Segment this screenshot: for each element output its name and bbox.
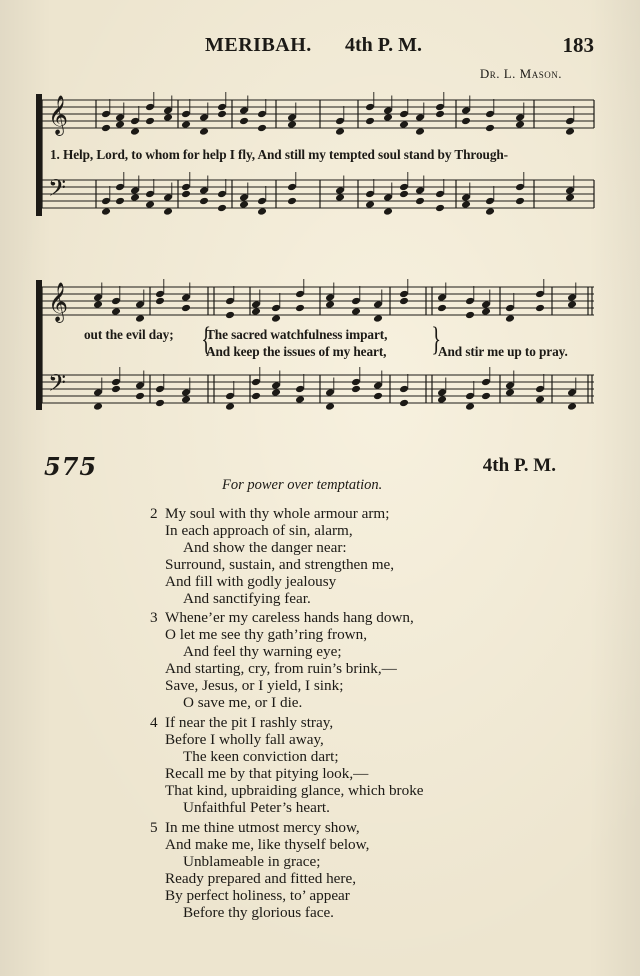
note-head xyxy=(135,314,145,323)
verse-line: By perfect holiness, to’ appear xyxy=(165,886,350,904)
verse-line: In each approach of sin, alarm, xyxy=(165,521,353,539)
verse-line: Recall me by that pitying look,— xyxy=(165,764,369,782)
note-head xyxy=(383,113,393,122)
note-head xyxy=(225,311,235,320)
note-head xyxy=(225,402,235,411)
note-head xyxy=(199,127,209,136)
note-head xyxy=(295,395,305,404)
note-head xyxy=(199,197,209,206)
verse-line: Ready prepared and fitted here, xyxy=(165,869,357,887)
note-head xyxy=(181,120,191,129)
note-head xyxy=(435,110,445,119)
note-head xyxy=(535,304,545,313)
note-head xyxy=(181,395,191,404)
note-head xyxy=(271,388,281,397)
verse-line: That kind, upbraiding glance, which broke xyxy=(165,781,424,799)
treble-clef-icon: 𝄞 xyxy=(48,282,69,322)
lyrics-line-2b2: And keep the issues of my heart, xyxy=(206,344,387,359)
note-head xyxy=(437,304,447,313)
verse-line: O let me see thy gath’ring frown, xyxy=(165,625,368,643)
note-head xyxy=(251,392,261,401)
verse-5 xyxy=(150,820,369,921)
note-head xyxy=(287,120,297,129)
note-head xyxy=(295,304,305,313)
note-head xyxy=(465,311,475,320)
note-head xyxy=(383,207,393,216)
note-head xyxy=(101,124,111,133)
note-head xyxy=(461,117,471,126)
note-head xyxy=(365,200,375,209)
note-head xyxy=(481,307,491,316)
note-head xyxy=(181,190,191,199)
note-head xyxy=(437,395,447,404)
note-head xyxy=(515,197,525,206)
lyrics-line-2c: And stir me up to pray. xyxy=(438,344,568,359)
verse-4 xyxy=(150,715,424,816)
note-head xyxy=(535,395,545,404)
bass-clef-icon: 𝄢 xyxy=(48,369,67,402)
note-head xyxy=(145,117,155,126)
note-head xyxy=(565,193,575,202)
note-head xyxy=(135,392,145,401)
note-head xyxy=(271,314,281,323)
note-head xyxy=(567,402,577,411)
lyrics-line-1: 1. Help, Lord, to whom for help I fly, And still my tempted soul stand by Through- xyxy=(50,147,509,162)
page-number: 183 xyxy=(562,33,594,57)
note-head xyxy=(130,127,140,136)
composer-credit: Dr. L. Mason. xyxy=(479,66,562,81)
note-head xyxy=(93,402,103,411)
music-score xyxy=(0,0,640,440)
system-bracket xyxy=(36,94,42,216)
hymn-number: 575 xyxy=(44,452,98,481)
note-head xyxy=(163,113,173,122)
note-head xyxy=(239,117,249,126)
verse-line: And starting, cry, from ruin’s brink,— xyxy=(165,659,397,677)
verse-line: Before thy glorious face. xyxy=(183,903,334,921)
treble-clef-icon: 𝄞 xyxy=(48,95,69,135)
lyrics-brace-close: } xyxy=(431,321,442,358)
note-head xyxy=(515,120,525,129)
note-head xyxy=(565,127,575,136)
verse-number: 5 xyxy=(150,819,158,836)
note-head xyxy=(435,204,445,213)
verse-line: And fill with godly jealousy xyxy=(165,572,337,590)
verse-2 xyxy=(150,506,394,607)
note-head xyxy=(115,120,125,129)
verse-line: And show the danger near: xyxy=(183,538,347,556)
note-head xyxy=(465,402,475,411)
note-head xyxy=(335,193,345,202)
note-head xyxy=(351,307,361,316)
verse-line: Unfaithful Peter’s heart. xyxy=(183,798,330,816)
verse-line: Save, Jesus, or I yield, I sink; xyxy=(165,676,344,694)
verse-line: And make me, like thyself below, xyxy=(165,835,370,853)
note-head xyxy=(163,207,173,216)
note-head xyxy=(485,207,495,216)
hymn-meter: 4th P. M. xyxy=(482,455,556,476)
verse-3 xyxy=(150,610,414,711)
tune-meter: 4th P. M. xyxy=(345,34,423,56)
verse-line: Unblameable in grace; xyxy=(183,852,321,870)
verse-number: 2 xyxy=(150,505,158,522)
note-head xyxy=(399,297,409,306)
note-head xyxy=(111,307,121,316)
verse-line: And sanctifying fear. xyxy=(183,589,311,607)
note-head xyxy=(373,314,383,323)
note-head xyxy=(155,399,165,408)
tune-name: MERIBAH. xyxy=(205,34,312,56)
note-head xyxy=(505,314,515,323)
note-head xyxy=(101,207,111,216)
note-head xyxy=(415,127,425,136)
note-head xyxy=(115,197,125,206)
bass-clef-icon: 𝄢 xyxy=(48,174,67,207)
lyrics-line-2a: out the evil day; xyxy=(84,327,174,342)
note-head xyxy=(217,204,227,213)
verse-line: O save me, or I die. xyxy=(183,693,303,711)
verse-number: 3 xyxy=(150,609,158,626)
lyrics-line-2b1: The sacred watchfulness impart, xyxy=(206,327,388,342)
note-head xyxy=(567,300,577,309)
note-head xyxy=(155,297,165,306)
note-head xyxy=(481,392,491,401)
note-head xyxy=(251,307,261,316)
hymn-subtitle: For power over temptation. xyxy=(222,477,383,493)
verse-number: 4 xyxy=(150,714,158,731)
note-head xyxy=(93,300,103,309)
note-head xyxy=(365,117,375,126)
note-head xyxy=(145,200,155,209)
note-head xyxy=(287,197,297,206)
system-bracket xyxy=(36,280,42,410)
note-head xyxy=(373,392,383,401)
note-head xyxy=(399,190,409,199)
verse-line: In me thine utmost mercy show, xyxy=(165,819,360,836)
note-head xyxy=(335,127,345,136)
note-head xyxy=(325,402,335,411)
note-head xyxy=(399,120,409,129)
note-head xyxy=(130,193,140,202)
note-head xyxy=(325,300,335,309)
verse-line: And feel thy warning eye; xyxy=(183,642,342,660)
verse-line: Whene’er my careless hands hang down, xyxy=(165,609,414,626)
verse-line: The keen conviction dart; xyxy=(183,747,339,765)
verse-line: Before I wholly fall away, xyxy=(165,730,324,748)
verse-line: My soul with thy whole armour arm; xyxy=(165,505,390,522)
note-head xyxy=(415,197,425,206)
note-head xyxy=(399,399,409,408)
verse-line: Surround, sustain, and strengthen me, xyxy=(165,555,395,573)
note-head xyxy=(505,388,515,397)
note-head xyxy=(257,124,267,133)
note-head xyxy=(181,304,191,313)
note-head xyxy=(351,385,361,394)
lyrics-brace-open: { xyxy=(201,321,212,358)
note-head xyxy=(239,200,249,209)
verse-line: If near the pit I rashly stray, xyxy=(165,714,334,731)
note-head xyxy=(111,385,121,394)
note-head xyxy=(485,124,495,133)
note-head xyxy=(217,110,227,119)
note-head xyxy=(461,200,471,209)
note-head xyxy=(257,207,267,216)
